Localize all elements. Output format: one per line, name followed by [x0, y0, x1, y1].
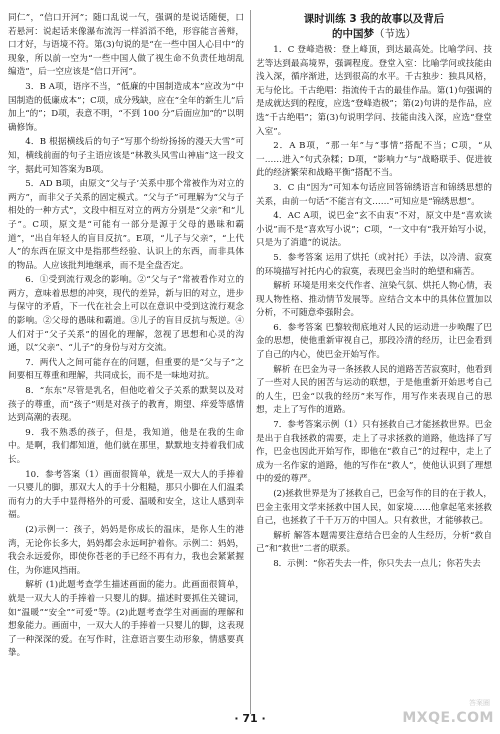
answer-paragraph: (2)拯救世界是为了拯救自己，巴金写作的目的在于救人，巴金主张用文学来拯救中国人民，如家境……他拿起笔来拯救自己，也拯救了千千万万的中国人。只有救世，才能够救己。	[256, 489, 492, 527]
page-number: · 71 ·	[234, 712, 266, 725]
answer-paragraph: 7．参考答案示例（1）只有拯救自己才能拯救世界。巴金是出于自我拯救的需要，走上了寻求拯救的道路，他选择了写作，巴金也因此开始写作，即他在“救自己”的过程中，走上了成为一名作家的道路，他的写作在“救人”，使他认识到了理想中的爱的尊严。	[256, 420, 492, 485]
section-heading-line2: 的中国梦	[332, 28, 374, 40]
answer-paragraph: 2．A B项，“那一年”与“事情”搭配不当；C项，“从一……进入”句式杂糅；D项，“影响力”与“战略联手、促进彼此的经济繁荣和战略平衡”搭配不当。	[256, 141, 492, 179]
answer-paragraph: 7．两代人之间可能存在的问题，但重要的是“父与子”之间要相互尊重和理解，共同成长，而不是一味地对抗。	[8, 357, 244, 382]
section-heading-suffix: （节选）	[374, 28, 416, 40]
answer-paragraph: 5．AD B项，由原文“父与子’关系中那个常被作为对立的两方”，而非父子关系的固定模式。“父与子”可理解为“父与子相处的一种方式”，文段中相互对立的两方分别是“父亲”和“儿子”。C项，原文是“可能有一部分是源于父母的愚昧和霸道”，“出自年轻人的盲目反抗”。E项，“儿子与父亲”，“上代人”的东西在原文中是指那些经验、认识上的东西，而非具体的物品。人应该批判地继承，而不是全盘否定。	[8, 179, 244, 271]
watermark-sub: 答案圈	[469, 699, 490, 707]
answer-paragraph: (2)示例一：孩子，妈妈是你成长的温床，是你人生的港湾，无论你长多大，妈妈都会永远呵护着你。示例二：妈妈，我会永远爱你，即使你苍老的手已经不再有力，我也会紧紧握住，为你遮风挡雨。	[8, 524, 244, 576]
answer-paragraph: 1．C 登峰造极：登上峰顶，到达最高处。比喻学问、技艺等达到最高境界，强调程度。登堂入室：比喻学问或技能由浅入深，循序渐进，达到很高的水平。千古独步：独具风格，无与伦比。千古绝唱：指流传千古的最佳作品。第(1)句强调的是成就达到的程度，应选“登峰造极”；第(2)句讲的是作品，应选“千古绝唱”；第(3)句说明学问、技能由浅入深，应选“登堂入室”。	[256, 45, 492, 137]
answer-paragraph: 4．AC A项，说巴金“玄不由衷”不对，原文中是“喜欢读小说”而不是“喜欢写小说”；C项，“一文中有“我开始写小说，只是为了消遣”的说法。	[256, 211, 492, 249]
answer-paragraph: 3．C 由“因为”可知本句话应回答锦绣语言和锦绣思想的关系，由前一句话“不能言有文……”可知应是“锦绣思想”。	[256, 182, 492, 207]
answer-paragraph: 10．参考答案（1）画面很简单，就是一双大人的手捧着一只婴儿的脚，那双大人的手十分粗糙，那只小脚在人们温柔而有力的大手中显得格外的可爱、温暖和安全，这让人感到幸福。	[8, 469, 244, 521]
answer-paragraph: 解析 (1)此题考查学生描述画面的能力。此画面很简单，就是一双大人的手捧着一只婴儿的脚。描述时要抓住关键词，如“温暖”“安全”“可爱”等。(2)此题考查学生对画面的理解和想象能力。画面中，一双大人的手捧着一只婴儿的脚，这表现了一种深深的爱。在写作时，注意语言要生动形象，情感要真挚。	[8, 580, 244, 659]
answer-paragraph: 6．①受到流行观念的影响。②“父与子”常被看作对立的两方，意味着思想的冲突，现代的差异，新与旧的对立，进步与保守的矛盾，下一代在社会上可以在意识中受到这流行观念的影响。②父母的愚昧和霸道。③儿子的盲目反抗与叛逆。④人们对于“父子关系”的固化的理解，忽视了思想和心灵的沟通，以“父亲”、“儿子”的身份与对方交流。	[8, 275, 244, 354]
answer-paragraph: 解析 环境是用来交代作者、渲染气氛、烘托人物心情，表现人物性格、推动情节发展等。应结合文本中的具体位置加以分析，不可随意牵强附会。	[256, 281, 492, 319]
right-column	[256, 12, 492, 573]
answer-paragraph: 8．“东东”尽管是乳名，但他吃着父子关系的默契以及对孩子的尊重，而“孩子”则是对孩子的教育，期望、痒爱等感情达到高潮的表现。	[8, 386, 244, 424]
answer-paragraph: 8．示例：“你若失去一件，你只失去一点儿；你若失去	[273, 558, 481, 569]
answer-paragraph: 3．B A项，语序不当，“低廉的中国制造成本”应改为“中国制造的低廉成本”；C项，成分残缺，应在“全年的新生儿”后加上“的”；D项，表意不明，“不到 100 分”后面应加“的”以明确修饰。	[8, 81, 244, 133]
right-column-body	[256, 44, 492, 572]
answer-paragraph: 4．B 根据横线后的句子“写那个纷纷扬扬的漫天大雪”可知，横线前面的句子主语应该是“林教头风雪山神庙”这一段文字，据此可知答案为B项。	[8, 137, 244, 175]
answer-paragraph: 9．我不熟悉的孩子，但是，我知道，他是在我的生命中。是啊，我们都知道，他们就在那里，默默地支持着我们成长。	[8, 427, 244, 465]
section-heading	[256, 12, 492, 42]
section-heading-line1: 课时训练 3 我的故事以及背后	[303, 13, 445, 25]
watermark-logo: MXQE.COM	[402, 710, 494, 726]
answer-paragraph: 同仁”，“信口开河”；随口乱说一气，强调的是说话随便，口若悬河：说起话来像瀑布流泻一样滔滔不绝，形容能言善辩，口才好，与语境不符。第(3)句说的是“在一些中国人心目中”的现象，所以前一空为“一些中国人做了视生命不负责任地胡乱编造”，后一空应该是“信口开河”。	[8, 13, 244, 78]
answer-paragraph: 5．参考答案 运用了烘托（或衬托）手法，以冷清、寂寞的环境描写衬托内心的寂寞，表现巴金当时的绝望和痛苦。	[256, 252, 492, 277]
column-divider	[250, 10, 251, 714]
answer-paragraph: 解析 在巴金为寻一条拯救人民的道路苦苦寂寞时，他看到了一些对人民的困苦与运动的联想，于是他重新开始思考自己的人生，巴金“以我的经历”来写作，用写作来表现自己的思想，走上了写作的道路。	[256, 364, 492, 416]
answer-paragraph: 解析 解答本题需要注意结合巴金的人生经历，分析“救自己”和“救世”二者的联系。	[256, 530, 492, 555]
answer-paragraph: 6．参考答案 巴黎较彻底地对人民的运动进一步唤醒了巴金的思想，使他重新审视自己，那段冷清的经历，让巴金看到了自己的内心，使巴金开始写作。	[256, 322, 492, 361]
left-column	[8, 12, 244, 662]
